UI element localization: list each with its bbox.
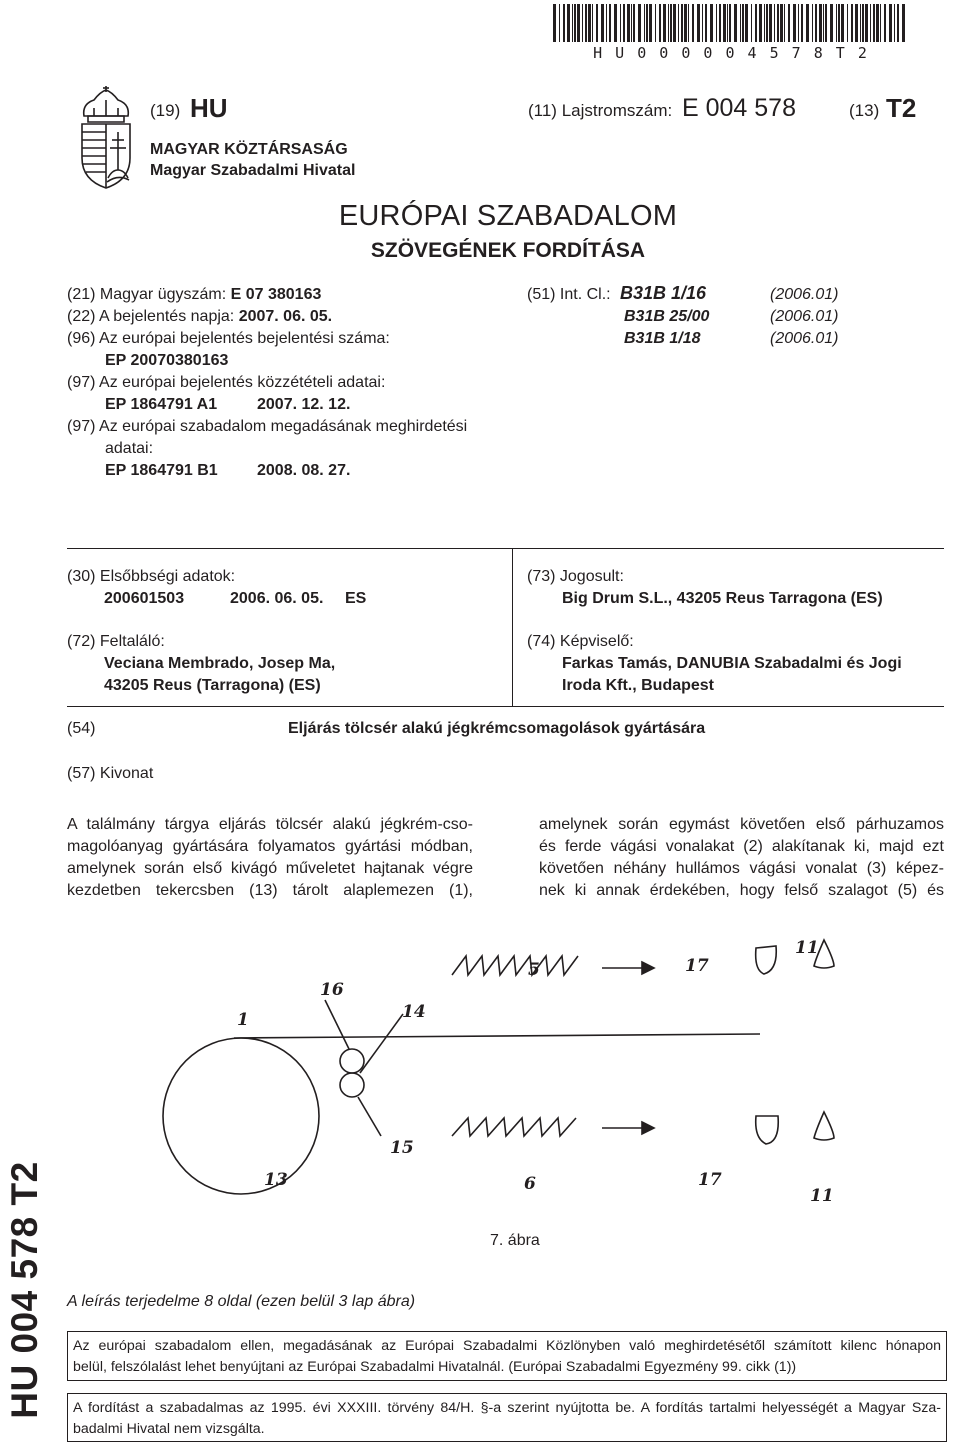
kind-code: T2 [886, 93, 917, 123]
barcode-bar [806, 4, 809, 42]
barcode-bar [759, 4, 762, 42]
barcode-bar [582, 4, 583, 42]
barcode-bar [697, 4, 700, 42]
barcode-bar [734, 4, 737, 42]
field-97b-label: (97) Az európai szabadalom megadásának meghirdetési [67, 418, 468, 435]
barcode-bar [609, 4, 611, 42]
extent-note: A leírás terjedelme 8 oldal (ezen belül 3 lap ábra) [67, 1293, 416, 1310]
barcode-bar [633, 4, 635, 42]
barcode-bar [880, 4, 881, 42]
label-17b: 17 [698, 1170, 722, 1190]
barcode-bar [862, 4, 864, 42]
barcode-bar [692, 4, 694, 42]
barcode-bar [751, 4, 752, 42]
classification-block [527, 284, 857, 350]
translation-line-1: A fordítást a szabadalmas az 1995. évi XXXIII. törvény 84/H. §-a szerint nyújtotta be. A fordítás tartalmi helyességét a Magyar Sza- [73, 1400, 941, 1416]
field-96-label: (96) Az európai bejelentés bejelentési száma: [67, 330, 390, 347]
field-21: (21) Magyar ügyszám: E 07 380163 [67, 286, 322, 303]
barcode-bar [659, 4, 661, 42]
inventor: (72) Feltaláló: Veciana Membrado, Josep Ma, 43205 Reus (Tarragona) (ES) [67, 633, 336, 694]
barcode-bar [716, 4, 717, 42]
opposition-notice-box [67, 1331, 947, 1381]
barcode-bar [819, 4, 822, 42]
document-title: EURÓPAI SZABADALOM [338, 200, 678, 232]
divider-top [67, 548, 944, 549]
barcode-bars [551, 4, 911, 42]
barcode-bar [631, 4, 632, 42]
country-code: HU [190, 93, 228, 123]
barcode-bar [673, 4, 676, 42]
label-13: 13 [264, 1170, 288, 1190]
field-22: (22) A bejelentés napja: 2007. 06. 05. [67, 308, 333, 325]
barcode-bar [774, 4, 775, 42]
barcode-bar [577, 4, 580, 42]
document-subtitle: SZÖVEGÉNEK FORDÍTÁSA [370, 239, 646, 262]
barcode-bar [646, 4, 648, 42]
barcode-bar [812, 4, 813, 42]
label-17a: 17 [685, 956, 709, 976]
barcode-bar [788, 4, 790, 42]
barcode-bar [606, 4, 607, 42]
barcode-bar [847, 4, 848, 42]
proprietor: (73) Jogosult: Big Drum S.L., 43205 Reus Tarragona (ES) [527, 568, 883, 607]
barcode-bar [801, 4, 803, 42]
classification-row: B31B 1/18 (2006.01) [624, 330, 839, 347]
barcode-bar [688, 4, 689, 42]
barcode-bar [623, 4, 625, 42]
barcode-bar [902, 4, 905, 42]
barcode-bar [838, 4, 840, 42]
opposition-line-2: belül, felszólalást lehet benyújtani az Európai Szabadalmi Hivatalnál. (Európai Szabadalmi Egyezmény 99. cikk (1)) [73, 1359, 797, 1375]
barcode-bar [764, 4, 765, 42]
barcode-bar [851, 4, 853, 42]
barcode-bar [889, 4, 892, 42]
barcode-bar [655, 4, 656, 42]
field-96-value: EP 20070380163 [105, 352, 229, 369]
barcode-bar [884, 4, 886, 42]
barcode-bar [894, 4, 895, 42]
barcode-bar [729, 4, 731, 42]
barcode-bar [670, 4, 672, 42]
barcode-bar [865, 4, 868, 42]
barcode-bar [769, 4, 772, 42]
barcode-bar [798, 4, 799, 42]
barcode-bar [710, 4, 713, 42]
figure-caption: 7. ábra [490, 1232, 540, 1249]
barcode-bar [766, 4, 768, 42]
barcode-bar [793, 4, 796, 42]
barcode-bar [784, 4, 785, 42]
barcode [551, 4, 911, 62]
abstract-column-2: amelynek során egymást követően első párhuzamos és ferde vágási vonalakat (2) alakítanak ki, majd ezt követően néhány hullámos vágási vonalat (3) képez- nek ki annak érdekében, hogy felső szalagot (5) és [539, 816, 944, 899]
barcode-bar [684, 4, 687, 42]
barcode-bar [755, 4, 757, 42]
barcode-bar [727, 4, 728, 42]
barcode-bar [681, 4, 683, 42]
classification-row: (51) Int. Cl.: B31B 1/16 (2006.01) [527, 283, 839, 303]
label-11b: 11 [810, 1186, 834, 1206]
invention-title-label: (54) [67, 720, 96, 737]
opposition-line-1: Az európai szabadalom ellen, megadásának az Európai Szabadalmi Közlönyben való meghirdetésétől számított kilenc hónapon [73, 1338, 941, 1354]
side-document-number: HU 004 578 T2 [4, 1161, 45, 1419]
translation-notice-box [67, 1393, 947, 1442]
translation-line-2: badalmi Hivatal nem vizsgálta. [73, 1421, 265, 1437]
barcode-bar [860, 4, 861, 42]
label-11a: 11 [795, 938, 819, 958]
office-country: MAGYAR KÖZTÁRSASÁG [150, 141, 348, 158]
abstract-label: (57) Kivonat [67, 765, 154, 782]
classification-label: (51) Int. Cl.: [527, 286, 611, 303]
figure-7 [150, 930, 870, 1210]
barcode-bar [638, 4, 641, 42]
registration-number: E 004 578 [682, 94, 796, 122]
country-code-label: (19) [150, 101, 181, 120]
label-15: 15 [390, 1138, 414, 1158]
barcode-bar [567, 4, 570, 42]
classification-row: B31B 25/00 (2006.01) [624, 308, 839, 325]
divider-vertical [512, 549, 513, 706]
barcode-bar [815, 4, 817, 42]
barcode-bar [592, 4, 593, 42]
barcode-bar [574, 4, 576, 42]
barcode-bar [559, 4, 560, 42]
barcode-bar [855, 4, 858, 42]
barcode-bar [563, 4, 565, 42]
barcode-bar [585, 4, 587, 42]
registration-number-label: (11) Lajstromszám: [528, 101, 673, 120]
roll-circle [163, 1038, 319, 1194]
barcode-bar [897, 4, 899, 42]
barcode-bar [830, 4, 833, 42]
barcode-bar [777, 4, 779, 42]
barcode-bar [668, 4, 669, 42]
barcode-bar [740, 4, 741, 42]
hungarian-coat-of-arms-icon [74, 86, 138, 190]
barcode-bar [836, 4, 837, 42]
barcode-bar [678, 4, 679, 42]
barcode-bar [873, 4, 875, 42]
barcode-bar [572, 4, 573, 42]
barcode-bar [663, 4, 666, 42]
zigzag-lower [452, 1118, 576, 1136]
barcode-text: H U 0 0 0 0 0 4 5 7 8 T 2 [593, 44, 869, 62]
label-1: 1 [237, 1010, 249, 1030]
barcode-bar [870, 4, 871, 42]
barcode-bar [553, 4, 556, 42]
field-97b-value: EP 1864791 B1 2008. 08. 27. [105, 462, 351, 479]
representative: (74) Képviselő: Farkas Tamás, DANUBIA Szabadalmi és Jogi Iroda Kft., Budapest [527, 633, 902, 694]
kind-code-label: (13) [849, 101, 880, 120]
barcode-bar [702, 4, 703, 42]
web-line [234, 1034, 760, 1038]
label-14: 14 [402, 1002, 426, 1022]
field-97b-label-cont: adatai: [105, 440, 154, 457]
barcode-bar [620, 4, 621, 42]
barcode-bar [705, 4, 707, 42]
barcode-bar [649, 4, 652, 42]
barcode-bar [742, 4, 744, 42]
barcode-bar [823, 4, 824, 42]
barcode-bar [745, 4, 748, 42]
invention-title: Eljárás tölcsér alakú jégkrémcsomagolások gyártására [288, 720, 706, 737]
label-6: 6 [524, 1174, 536, 1194]
priority-data: (30) Elsőbbségi adatok: 200601503 2006. 06. 05. ES [67, 568, 367, 607]
field-97a-value: EP 1864791 A1 2007. 12. 12. [105, 396, 351, 413]
barcode-bar [627, 4, 630, 42]
barcode-bar [719, 4, 721, 42]
divider-bottom [67, 706, 944, 707]
barcode-bar [596, 4, 598, 42]
label-5: 5 [528, 960, 540, 980]
barcode-bar [644, 4, 645, 42]
barcode-bar [601, 4, 604, 42]
abstract-column-1: A találmány tárgya eljárás tölcsér alakú jégkrém-cso- magolóanyag gyártására folyamatos gyártási módban, amelynek során első kivágó műveletet hajtanak végre kezdetben tekercsben (13) tárolt alaplemezen (1), [67, 816, 473, 899]
zigzag-upper [452, 956, 578, 975]
barcode-bar [876, 4, 879, 42]
barcode-bar [723, 4, 726, 42]
barcode-bar [825, 4, 827, 42]
barcode-bar [780, 4, 783, 42]
office-name: Magyar Szabadalmi Hivatal [150, 162, 356, 179]
barcode-bar [841, 4, 844, 42]
barcode-bar [588, 4, 591, 42]
biblio-left [67, 284, 517, 482]
barcode-bar [614, 4, 617, 42]
label-16: 16 [320, 980, 344, 1000]
field-97a-label: (97) Az európai bejelentés közzétételi adatai: [67, 374, 386, 391]
